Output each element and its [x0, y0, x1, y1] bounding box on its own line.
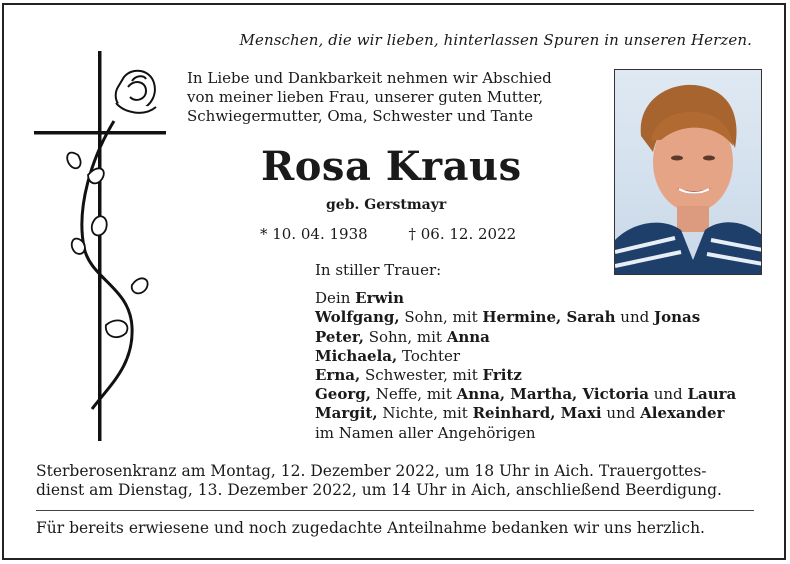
- mourner-name: Erna,: [315, 366, 361, 385]
- intro-line: Schwiegermutter, Oma, Schwester und Tante: [187, 107, 534, 125]
- mourner-line: [315, 289, 775, 308]
- mourner-line: [315, 404, 775, 423]
- mourner-name: Hermine, Sarah: [482, 308, 616, 327]
- mourner-relation: Schwester, mit: [360, 366, 483, 385]
- birth-date: * 10. 04. 1938: [260, 225, 368, 243]
- service-line: dienst am Dienstag, 13. Dezember 2022, um 14 Uhr in Aich, anschließend Beerdigung.: [36, 481, 722, 499]
- mourner-name: Georg,: [315, 385, 371, 404]
- mourner-line: [315, 347, 775, 366]
- birth-name: geb. Gerstmayr: [326, 197, 447, 213]
- thanks-note: Für bereits erwiesene und noch zugedachte Anteilnahme bedanken wir uns herzlich.: [36, 519, 705, 537]
- intro-text: [187, 69, 607, 126]
- mourner-line: [315, 308, 775, 327]
- mourners-list: [315, 261, 775, 443]
- mourner-relation: und: [601, 404, 641, 423]
- mourner-line: [315, 328, 775, 347]
- mourner-relation: und: [648, 385, 688, 404]
- service-info: [36, 462, 766, 500]
- mourner-line: [315, 424, 775, 443]
- mourner-name: Peter,: [315, 327, 364, 346]
- divider: [36, 510, 754, 511]
- mourner-name: Fritz: [482, 366, 522, 385]
- deceased-name: Rosa Kraus: [261, 143, 522, 190]
- cross-with-rose-icon: [32, 47, 172, 443]
- motto: Menschen, die wir lieben, hinterlassen Spuren in unseren Herzen.: [239, 31, 752, 49]
- mourner-line: [315, 385, 775, 404]
- mourner-relation: Sohn, mit: [363, 327, 447, 346]
- mourner-name: Anna: [446, 327, 490, 346]
- portrait-photo: [614, 69, 762, 275]
- intro-line: In Liebe und Dankbarkeit nehmen wir Abschied: [187, 69, 552, 87]
- mourner-name: Laura: [687, 385, 737, 404]
- mourner-relation: im Namen aller Angehörigen: [315, 423, 536, 442]
- life-dates: [260, 225, 516, 243]
- mourner-relation: und: [615, 308, 654, 327]
- mourner-relation: Neffe, mit: [370, 385, 457, 404]
- mourner-name: Margit,: [315, 404, 378, 423]
- mourner-name: Jonas: [654, 308, 701, 327]
- mourners-heading: In stiller Trauer:: [315, 261, 442, 279]
- mourner-relation: Tochter: [397, 346, 461, 365]
- mourner-name: Michaela,: [315, 346, 398, 365]
- mourner-relation: Sohn, mit: [399, 308, 483, 327]
- mourner-name: Wolfgang,: [315, 308, 400, 327]
- service-line: Sterberosenkranz am Montag, 12. Dezember 2022, um 18 Uhr in Aich. Trauergottes-: [36, 462, 707, 480]
- intro-line: von meiner lieben Frau, unserer guten Mutter,: [187, 88, 544, 106]
- mourner-name: Alexander: [640, 404, 725, 423]
- mourner-name: Reinhard, Maxi: [472, 404, 602, 423]
- mourner-relation: Dein: [315, 289, 356, 308]
- mourner-line: [315, 366, 775, 385]
- mourner-name: Anna, Martha, Victoria: [456, 385, 649, 404]
- mourner-relation: Nichte, mit: [377, 404, 473, 423]
- obituary-card: [2, 3, 786, 560]
- mourner-name: Erwin: [355, 289, 404, 308]
- death-date: † 06. 12. 2022: [408, 225, 517, 243]
